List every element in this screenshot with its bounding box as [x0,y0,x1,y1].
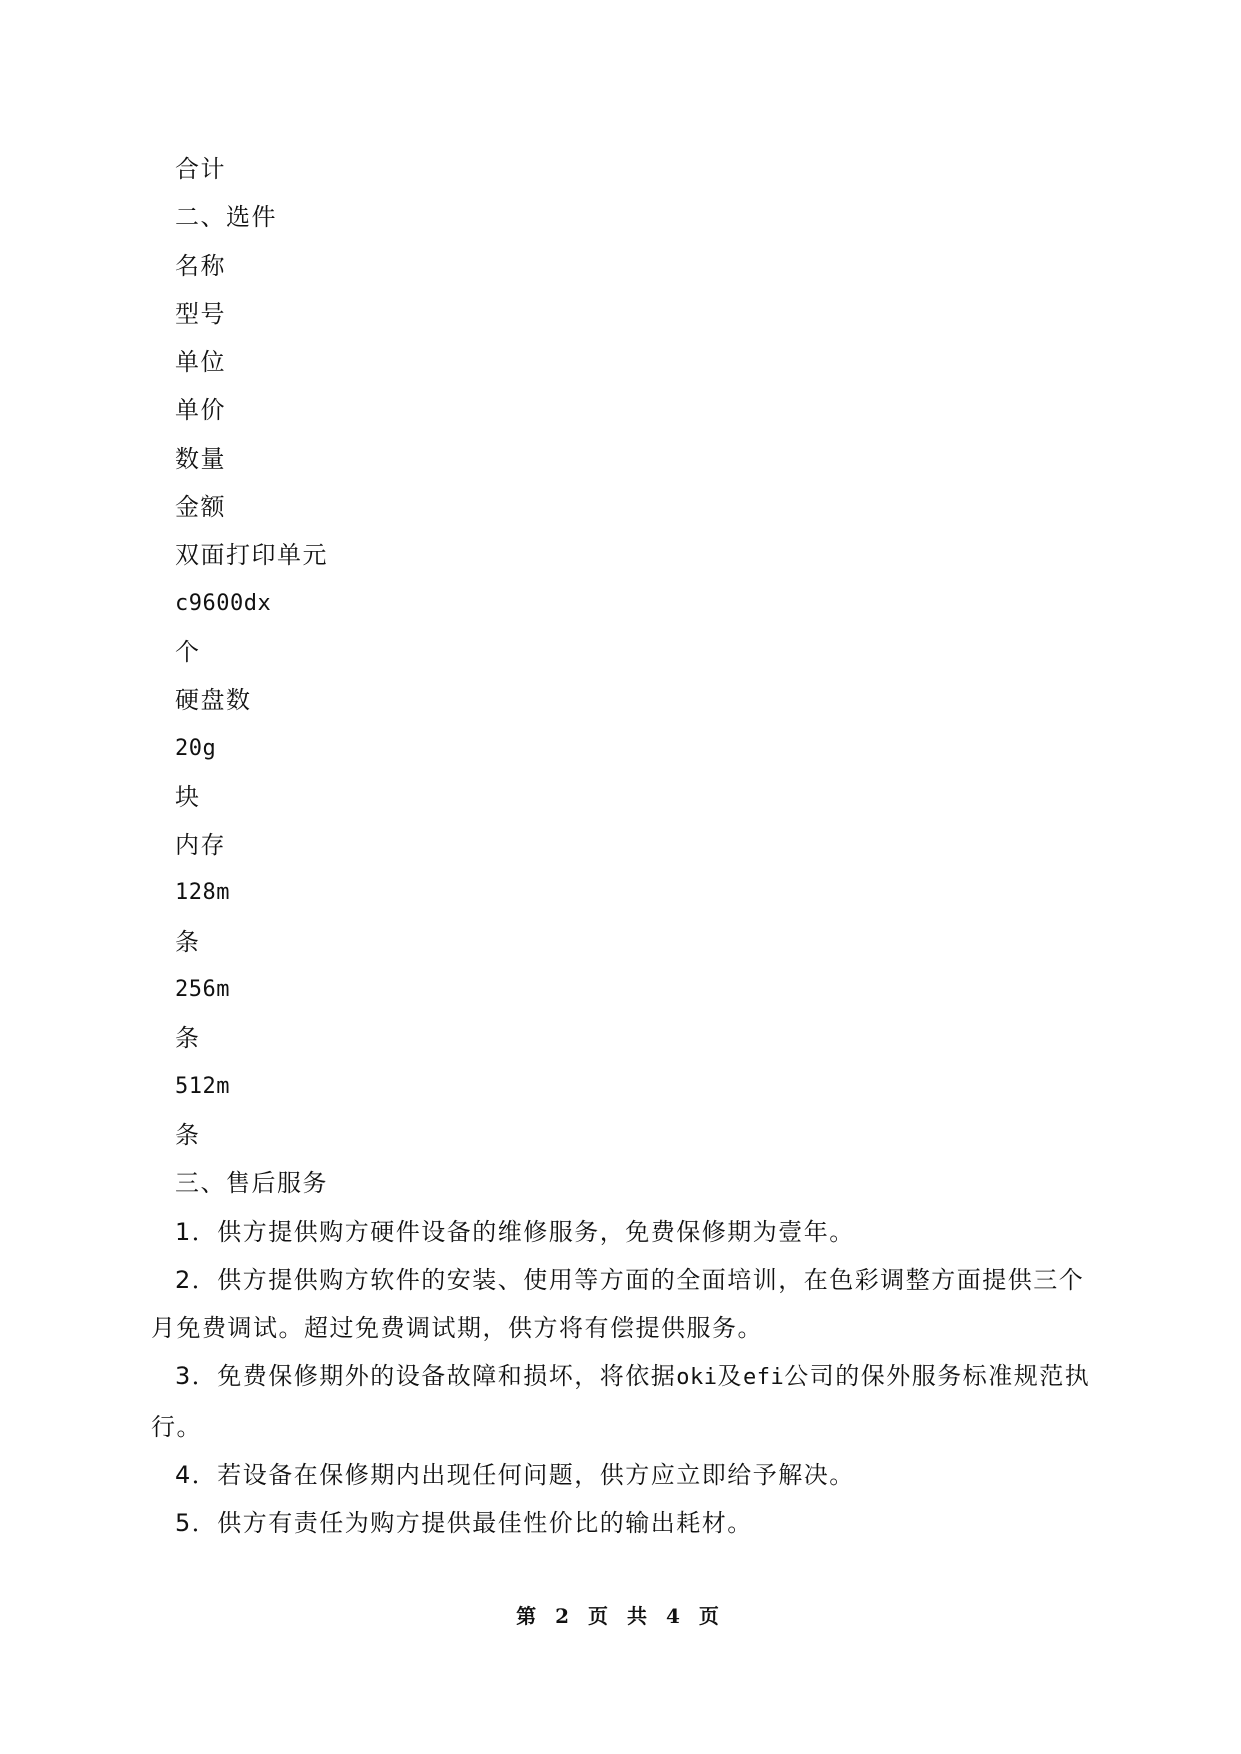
text-line: 20g [175,735,217,761]
text-line: 型号 [175,299,226,328]
document-body [151,155,1091,1548]
service-term-1: 1．供方提供购方硬件设备的维修服务，免费保修期为壹年。 [175,1217,855,1246]
text-line: 256m [175,977,230,1003]
text-line: 名称 [175,251,226,280]
text-line: 条 [175,927,201,956]
text-line: 128m [175,880,230,906]
service-term-2: 2．供方提供购方软件的安装、使用等方面的全面培训，在色彩调整方面提供三个月免费调试。超过免费调试期，供方将有偿提供服务。 [151,1265,1085,1343]
page-number-footer: 第 2 页 共 4 页 [516,1604,725,1628]
brand-oki: oki [676,1365,718,1391]
text-line: 硬盘数 [175,686,252,715]
service-term-3 [151,1352,1091,1451]
section-heading: 三、售后服务 [175,1169,328,1198]
service-term-5: 5．供方有责任为购方提供最佳性价比的输出耗材。 [175,1509,753,1538]
text-line: 512m [175,1073,230,1099]
service-terms [151,1208,1091,1548]
text-line: 金额 [175,493,226,522]
text-line: 条 [175,1120,201,1149]
text-line: 块 [175,782,201,811]
text-line: 数量 [175,444,226,473]
text-line: 双面打印单元 [175,541,328,570]
service-term-3-text-c: 公司的保外服务标准规范执行。 [151,1362,1091,1441]
text-line: 个 [175,637,201,666]
text-line: 合计 [175,155,226,183]
text-line: 单价 [175,396,226,425]
service-term-3-text-a: 3．免费保修期外的设备故障和损坏，将依据 [175,1362,677,1391]
text-line: 单位 [175,348,226,377]
section-heading: 二、选件 [175,203,277,232]
text-line: c9600dx [175,590,272,616]
brand-efi: efi [743,1365,785,1391]
text-line: 内存 [175,831,226,860]
service-term-3-text-b: 及 [717,1362,744,1391]
service-term-4: 4．若设备在保修期内出现任何问题，供方应立即给予解决。 [175,1461,855,1490]
text-line: 条 [175,1024,201,1053]
